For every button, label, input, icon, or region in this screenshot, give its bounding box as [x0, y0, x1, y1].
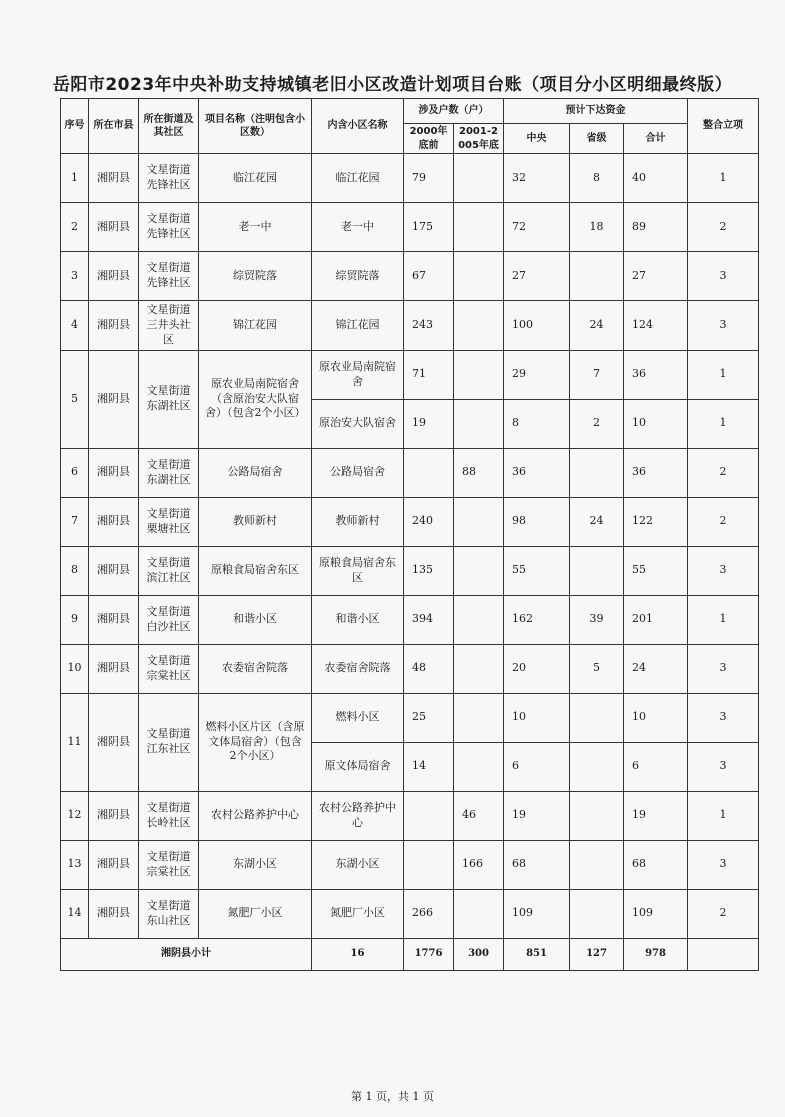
header-street: 所在街道及其社区 — [139, 99, 199, 154]
row-county: 湘阴县 — [89, 350, 139, 448]
header-no: 序号 — [61, 99, 89, 154]
row-provincial-funds — [570, 889, 624, 938]
row-integration: 1 — [688, 350, 759, 399]
row-project-name: 锦江花园 — [199, 301, 312, 351]
row-central-funds: 98 — [504, 497, 570, 546]
row-project-name: 农委宿舍院落 — [199, 644, 312, 693]
row-total-funds: 40 — [624, 154, 688, 203]
row-project-name: 综贸院落 — [199, 252, 312, 301]
table-row — [61, 791, 759, 840]
row-street: 文星街道宗棠社区 — [139, 840, 199, 889]
row-households-2000: 67 — [404, 252, 454, 301]
table-row — [61, 252, 759, 301]
subtotal-integration — [688, 938, 759, 970]
row-community-name: 原治安大队宿舍 — [312, 399, 404, 448]
row-households-2005 — [454, 252, 504, 301]
row-community-name: 锦江花园 — [312, 301, 404, 351]
row-households-2000 — [404, 448, 454, 497]
row-central-funds: 100 — [504, 301, 570, 351]
row-integration: 2 — [688, 448, 759, 497]
row-community-name: 农委宿舍院落 — [312, 644, 404, 693]
row-households-2000: 240 — [404, 497, 454, 546]
row-project-name: 氮肥厂小区 — [199, 889, 312, 938]
row-county: 湘阴县 — [89, 595, 139, 644]
row-number: 5 — [61, 350, 89, 448]
row-integration: 1 — [688, 399, 759, 448]
row-total-funds: 122 — [624, 497, 688, 546]
row-provincial-funds: 24 — [570, 497, 624, 546]
row-number: 8 — [61, 546, 89, 595]
row-number: 11 — [61, 693, 89, 791]
row-project-name: 原农业局南院宿舍（含原治安大队宿舍）（包含2个小区） — [199, 350, 312, 448]
row-street: 文星街道先锋社区 — [139, 252, 199, 301]
row-project-name: 农村公路养护中心 — [199, 791, 312, 840]
header-households: 涉及户数（户） — [404, 99, 504, 124]
header-provincial: 省级 — [570, 124, 624, 154]
row-central-funds: 68 — [504, 840, 570, 889]
table-row — [61, 301, 759, 351]
row-community-name: 氮肥厂小区 — [312, 889, 404, 938]
row-provincial-funds — [570, 693, 624, 742]
row-integration: 2 — [688, 497, 759, 546]
row-households-2005: 166 — [454, 840, 504, 889]
row-integration: 3 — [688, 693, 759, 742]
row-central-funds: 36 — [504, 448, 570, 497]
subtotal-label: 湘阴县小计 — [61, 938, 312, 970]
row-project-name: 燃料小区片区（含原文体局宿舍）（包含2个小区） — [199, 693, 312, 791]
row-total-funds: 10 — [624, 399, 688, 448]
row-households-2005 — [454, 546, 504, 595]
row-households-2000: 266 — [404, 889, 454, 938]
row-provincial-funds: 18 — [570, 203, 624, 252]
row-households-2005 — [454, 350, 504, 399]
row-households-2005 — [454, 693, 504, 742]
row-number: 9 — [61, 595, 89, 644]
row-central-funds: 8 — [504, 399, 570, 448]
row-total-funds: 55 — [624, 546, 688, 595]
row-community-name: 和谐小区 — [312, 595, 404, 644]
row-total-funds: 19 — [624, 791, 688, 840]
row-total-funds: 109 — [624, 889, 688, 938]
row-street: 文星街道三井头社区 — [139, 301, 199, 351]
row-households-2005 — [454, 644, 504, 693]
row-provincial-funds: 2 — [570, 399, 624, 448]
row-households-2000: 25 — [404, 693, 454, 742]
row-county: 湘阴县 — [89, 203, 139, 252]
row-project-name: 和谐小区 — [199, 595, 312, 644]
row-county: 湘阴县 — [89, 889, 139, 938]
row-households-2000: 48 — [404, 644, 454, 693]
row-community-name: 综贸院落 — [312, 252, 404, 301]
row-community-name: 老一中 — [312, 203, 404, 252]
row-total-funds: 68 — [624, 840, 688, 889]
row-street: 文星街道先锋社区 — [139, 154, 199, 203]
row-total-funds: 36 — [624, 448, 688, 497]
header-2001-2005: 2001-2005年底 — [454, 124, 504, 154]
header-project: 项目名称（注明包含小区数） — [199, 99, 312, 154]
row-community-name: 农村公路养护中心 — [312, 791, 404, 840]
row-county: 湘阴县 — [89, 448, 139, 497]
row-households-2000: 71 — [404, 350, 454, 399]
row-total-funds: 6 — [624, 742, 688, 791]
subtotal-total: 978 — [624, 938, 688, 970]
header-total: 合计 — [624, 124, 688, 154]
row-provincial-funds: 8 — [570, 154, 624, 203]
row-integration: 3 — [688, 301, 759, 351]
row-number: 2 — [61, 203, 89, 252]
row-central-funds: 162 — [504, 595, 570, 644]
project-ledger-table — [60, 98, 759, 971]
header-communities: 内含小区名称 — [312, 99, 404, 154]
row-households-2005 — [454, 595, 504, 644]
row-households-2000 — [404, 791, 454, 840]
row-provincial-funds: 5 — [570, 644, 624, 693]
document-title: 岳阳市2023年中央补助支持城镇老旧小区改造计划项目台账（项目分小区明细最终版） — [52, 75, 733, 95]
row-central-funds: 10 — [504, 693, 570, 742]
row-county: 湘阴县 — [89, 546, 139, 595]
row-integration: 2 — [688, 203, 759, 252]
row-total-funds: 36 — [624, 350, 688, 399]
table-row — [61, 497, 759, 546]
row-community-name: 原粮食局宿舍东区 — [312, 546, 404, 595]
row-provincial-funds: 7 — [570, 350, 624, 399]
row-central-funds: 20 — [504, 644, 570, 693]
row-community-name: 原文体局宿舍 — [312, 742, 404, 791]
row-county: 湘阴县 — [89, 301, 139, 351]
row-community-name: 公路局宿舍 — [312, 448, 404, 497]
row-county: 湘阴县 — [89, 644, 139, 693]
row-integration: 2 — [688, 889, 759, 938]
table-row — [61, 546, 759, 595]
row-county: 湘阴县 — [89, 693, 139, 791]
row-central-funds: 29 — [504, 350, 570, 399]
row-number: 4 — [61, 301, 89, 351]
row-provincial-funds — [570, 742, 624, 791]
row-central-funds: 55 — [504, 546, 570, 595]
row-households-2005 — [454, 399, 504, 448]
table-row — [61, 203, 759, 252]
row-street: 文星街道栗塘社区 — [139, 497, 199, 546]
row-project-name: 东湖小区 — [199, 840, 312, 889]
row-number: 1 — [61, 154, 89, 203]
table-row — [61, 154, 759, 203]
row-integration: 3 — [688, 742, 759, 791]
table-row — [61, 595, 759, 644]
row-provincial-funds: 39 — [570, 595, 624, 644]
row-street: 文星街道滨江社区 — [139, 546, 199, 595]
header-integration: 整合立项 — [688, 99, 759, 154]
row-county: 湘阴县 — [89, 497, 139, 546]
row-provincial-funds: 24 — [570, 301, 624, 351]
header-before-2000: 2000年底前 — [404, 124, 454, 154]
row-street: 文星街道先锋社区 — [139, 203, 199, 252]
row-county: 湘阴县 — [89, 791, 139, 840]
row-number: 7 — [61, 497, 89, 546]
subtotal-count: 16 — [312, 938, 404, 970]
row-project-name: 教师新村 — [199, 497, 312, 546]
row-community-name: 原农业局南院宿舍 — [312, 350, 404, 399]
row-central-funds: 32 — [504, 154, 570, 203]
row-households-2000: 394 — [404, 595, 454, 644]
subtotal-row — [61, 938, 759, 970]
row-project-name: 公路局宿舍 — [199, 448, 312, 497]
row-street: 文星街道东湖社区 — [139, 350, 199, 448]
row-total-funds: 27 — [624, 252, 688, 301]
table-row — [61, 350, 759, 399]
subtotal-households-2005: 300 — [454, 938, 504, 970]
row-provincial-funds — [570, 840, 624, 889]
row-central-funds: 109 — [504, 889, 570, 938]
row-integration: 3 — [688, 252, 759, 301]
row-households-2005 — [454, 203, 504, 252]
row-integration: 1 — [688, 154, 759, 203]
header-county: 所在市县 — [89, 99, 139, 154]
row-households-2005: 46 — [454, 791, 504, 840]
table-row — [61, 448, 759, 497]
row-households-2005 — [454, 497, 504, 546]
row-number: 14 — [61, 889, 89, 938]
table-row — [61, 644, 759, 693]
row-number: 12 — [61, 791, 89, 840]
row-total-funds: 24 — [624, 644, 688, 693]
row-households-2000: 19 — [404, 399, 454, 448]
row-households-2005: 88 — [454, 448, 504, 497]
row-county: 湘阴县 — [89, 154, 139, 203]
row-households-2005 — [454, 301, 504, 351]
row-street: 文星街道长岭社区 — [139, 791, 199, 840]
row-project-name: 临江花园 — [199, 154, 312, 203]
table-row — [61, 889, 759, 938]
row-central-funds: 27 — [504, 252, 570, 301]
subtotal-provincial: 127 — [570, 938, 624, 970]
table-row — [61, 693, 759, 742]
row-integration: 3 — [688, 644, 759, 693]
row-total-funds: 124 — [624, 301, 688, 351]
row-households-2000: 79 — [404, 154, 454, 203]
row-number: 6 — [61, 448, 89, 497]
row-households-2005 — [454, 154, 504, 203]
subtotal-central: 851 — [504, 938, 570, 970]
row-households-2000: 175 — [404, 203, 454, 252]
row-community-name: 燃料小区 — [312, 693, 404, 742]
row-households-2005 — [454, 742, 504, 791]
row-total-funds: 10 — [624, 693, 688, 742]
row-households-2000: 243 — [404, 301, 454, 351]
row-integration: 3 — [688, 546, 759, 595]
row-provincial-funds — [570, 791, 624, 840]
row-project-name: 老一中 — [199, 203, 312, 252]
row-integration: 3 — [688, 840, 759, 889]
table-row — [61, 840, 759, 889]
row-central-funds: 72 — [504, 203, 570, 252]
row-street: 文星街道宗棠社区 — [139, 644, 199, 693]
subtotal-households-2000: 1776 — [404, 938, 454, 970]
row-street: 文星街道东山社区 — [139, 889, 199, 938]
row-central-funds: 6 — [504, 742, 570, 791]
row-provincial-funds — [570, 252, 624, 301]
row-county: 湘阴县 — [89, 840, 139, 889]
row-households-2000: 135 — [404, 546, 454, 595]
row-total-funds: 201 — [624, 595, 688, 644]
row-street: 文星街道白沙社区 — [139, 595, 199, 644]
row-street: 文星街道江东社区 — [139, 693, 199, 791]
row-integration: 1 — [688, 595, 759, 644]
row-number: 10 — [61, 644, 89, 693]
row-number: 3 — [61, 252, 89, 301]
row-community-name: 临江花园 — [312, 154, 404, 203]
row-provincial-funds — [570, 546, 624, 595]
row-households-2005 — [454, 889, 504, 938]
row-county: 湘阴县 — [89, 252, 139, 301]
row-community-name: 东湖小区 — [312, 840, 404, 889]
ledger-body — [61, 154, 759, 971]
row-street: 文星街道东湖社区 — [139, 448, 199, 497]
row-total-funds: 89 — [624, 203, 688, 252]
row-households-2000 — [404, 840, 454, 889]
row-community-name: 教师新村 — [312, 497, 404, 546]
header-funds: 预计下达资金 — [504, 99, 688, 124]
row-integration: 1 — [688, 791, 759, 840]
row-project-name: 原粮食局宿舍东区 — [199, 546, 312, 595]
row-central-funds: 19 — [504, 791, 570, 840]
header-central: 中央 — [504, 124, 570, 154]
page-footer: 第 1 页，共 1 页 — [351, 1090, 434, 1103]
row-households-2000: 14 — [404, 742, 454, 791]
row-number: 13 — [61, 840, 89, 889]
row-provincial-funds — [570, 448, 624, 497]
